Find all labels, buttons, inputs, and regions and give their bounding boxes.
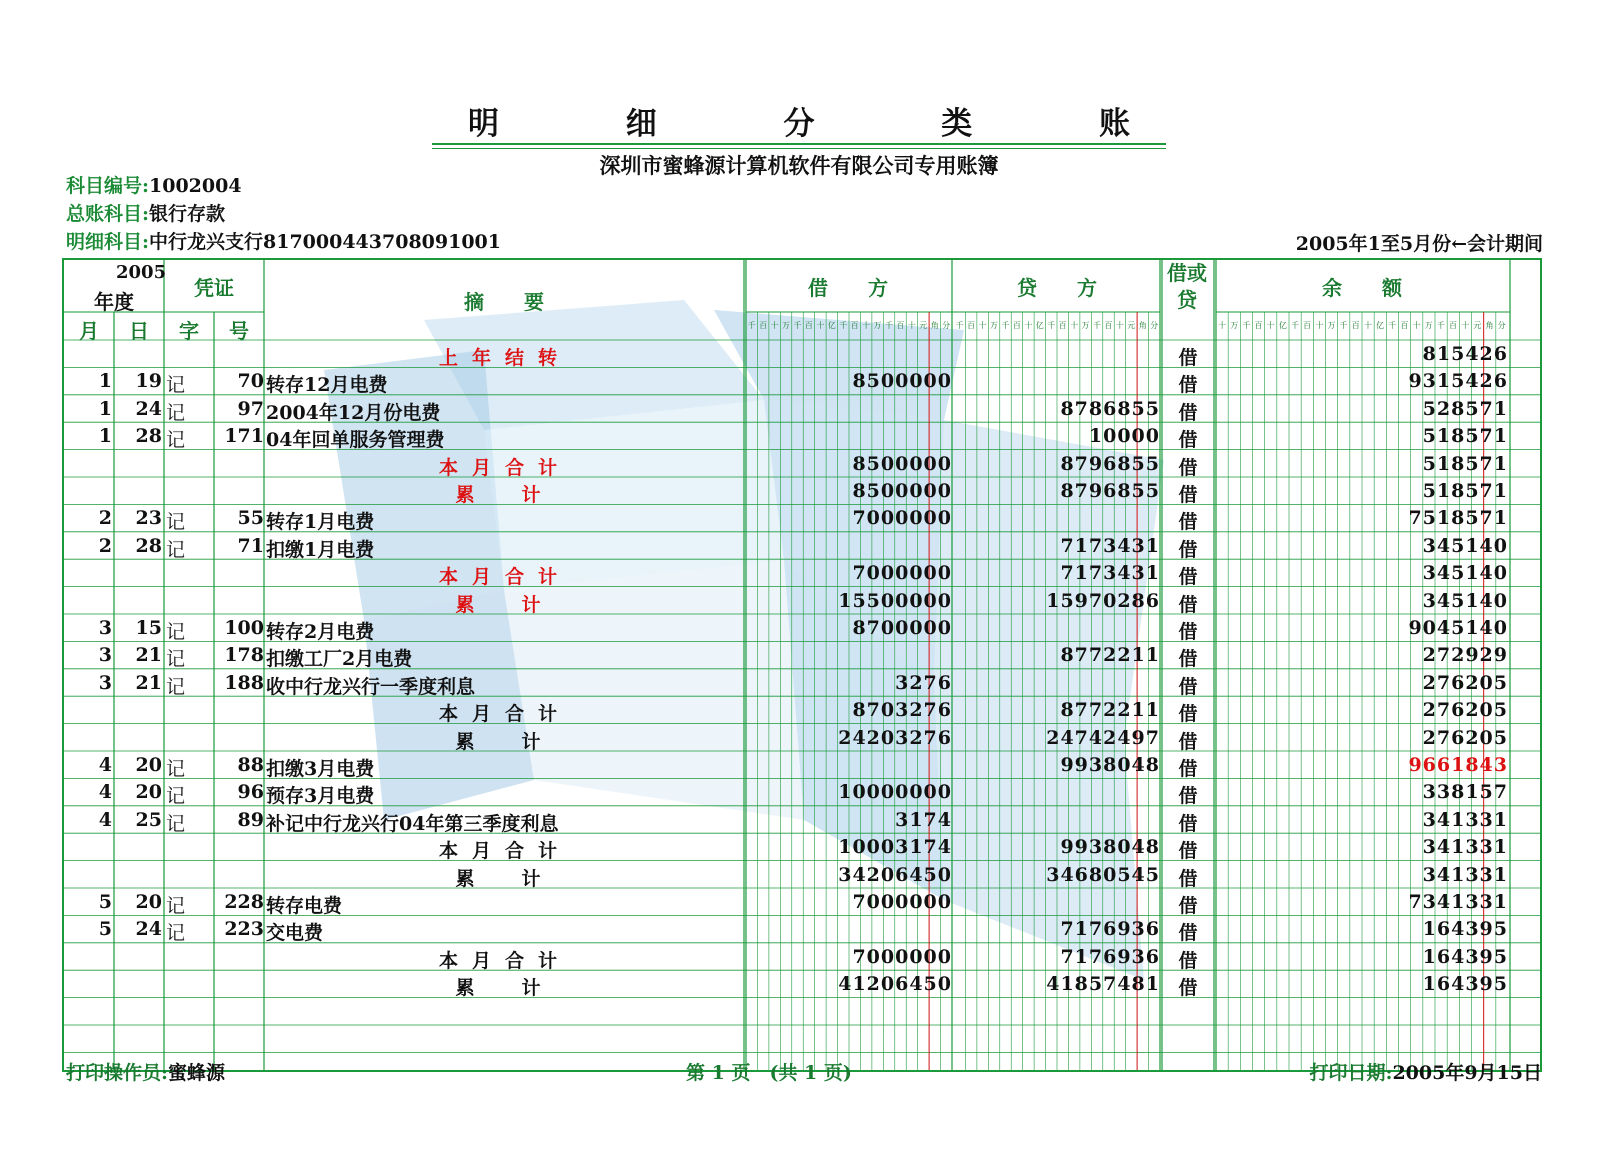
debit-header: 借 方 [808,276,888,300]
debit-unit-labels [746,320,952,338]
voucher-kind-cell: 记 [166,429,186,452]
day-cell: 25 [135,808,162,831]
unit-label: 分 [1497,321,1506,330]
table-row [64,943,1540,971]
table-row [64,450,1540,478]
debit-cell: 10003174 [838,836,952,859]
summary-cell: 转存电费 [266,895,343,917]
month-cell: 5 [98,918,112,941]
direction-cell: 借 [1178,538,1198,561]
table-row [64,915,1540,943]
unit-label: 千 [1047,321,1056,330]
debit-cell: 3276 [895,671,952,694]
table-row [64,422,1540,450]
unit-label: 百 [896,321,905,330]
debit-cell: 8700000 [852,617,952,639]
unit-label: 千 [1339,321,1348,330]
summary-cell: 收中行龙兴行一季度利息 [266,675,476,698]
month-cell: 5 [98,891,112,913]
unit-label: 百 [1058,321,1067,330]
ledger-subtitle: 深圳市蜜蜂源计算机软件有限公司专用账簿 [599,153,999,178]
credit-cell: 15970286 [1046,589,1160,612]
voucher-num-cell: 70 [237,370,264,393]
voucher-num-cell: 71 [237,534,264,557]
unit-label: 十 [1412,321,1421,330]
account-code [66,171,242,198]
month-cell: 1 [98,425,112,448]
credit-cell: 24742497 [1046,726,1160,749]
balance-cell: 518571 [1422,452,1508,475]
unit-label: 千 [747,321,756,330]
voucher-num-cell: 89 [237,808,264,831]
unit-label: 十 [1070,321,1079,330]
unit-label: 角 [930,321,939,330]
direction-cell: 借 [1178,758,1198,780]
unit-label: 百 [967,321,976,330]
unit-label: 十 [1218,321,1227,330]
day-cell: 20 [135,891,162,913]
voucher-num-cell: 228 [224,891,264,913]
month-cell: 2 [98,534,112,557]
day-cell: 21 [135,644,162,667]
voucher-kind-cell: 记 [166,401,186,424]
unit-label: 十 [770,321,779,330]
summary-cell: 转存12月电费 [266,374,388,397]
balance-cell: 9315426 [1408,370,1508,393]
credit-cell: 9938048 [1060,754,1160,776]
voucher-num-header: 号 [229,319,249,343]
direction-cell: 借 [1178,374,1198,397]
summary-cell: 转存1月电费 [266,511,375,534]
direction-cell: 借 [1178,401,1198,424]
unit-label: 百 [1104,321,1113,330]
credit-cell: 8796855 [1060,480,1160,502]
voucher-kind-cell: 记 [166,895,186,917]
detail-account [66,227,501,254]
voucher-num-cell: 97 [237,397,264,420]
unit-label: 十 [862,321,871,330]
balance-cell: 9045140 [1408,617,1508,639]
unit-label: 万 [1327,321,1336,330]
table-row [64,641,1540,669]
ledger-title [432,96,1166,144]
unit-label: 千 [1388,321,1397,330]
balance-cell: 345140 [1422,534,1508,557]
unit-label: 千 [1092,321,1101,330]
summary-cell: 本月合计 [438,949,571,972]
balance-cell: 345140 [1422,562,1508,585]
title-char: 细 [625,105,657,142]
voucher-num-cell: 171 [224,425,264,448]
balance-cell: 164395 [1422,918,1508,941]
summary-cell: 2004年12月份电费 [266,401,441,424]
debit-cell: 7000000 [852,945,952,968]
debit-cell: 7000000 [852,562,952,585]
month-cell: 4 [98,754,112,776]
year-label: 年度 [94,290,134,314]
title-char: 类 [941,105,973,142]
summary-cell: 累 计 [455,593,555,616]
unit-label: 元 [919,321,928,330]
table-row [64,970,1540,998]
balance-header: 余 额 [1322,276,1402,300]
voucher-kind-cell: 记 [166,538,186,561]
credit-cell: 7176936 [1060,945,1160,968]
voucher-num-cell: 223 [224,918,264,941]
unit-label: 亿 [1035,321,1044,330]
unit-label: 百 [1400,321,1409,330]
direction-cell: 借 [1178,730,1198,753]
summary-cell: 累 计 [455,867,555,890]
direction-cell: 借 [1178,922,1198,945]
summary-cell: 上年结转 [438,347,571,369]
table-row [64,833,1540,861]
voucher-kind-cell: 记 [166,648,186,671]
unit-label: 亿 [1278,321,1287,330]
voucher-kind-cell: 记 [166,758,186,780]
unit-label: 百 [1012,321,1021,330]
debit-cell: 24203276 [838,726,952,749]
debit-cell: 41206450 [838,973,952,996]
direction-cell: 借 [1178,456,1198,479]
balance-unit-labels [1216,320,1508,338]
detail-account-value: 中行龙兴支行817000443708091001 [149,231,501,253]
month-cell: 1 [98,370,112,393]
unit-label: 千 [1291,321,1300,330]
table-row [64,367,1540,395]
unit-label: 百 [1254,321,1263,330]
voucher-kind-header: 字 [179,319,199,343]
debit-cell: 7000000 [852,507,952,530]
summary-cell: 本月合计 [438,566,571,589]
voucher-kind-cell: 记 [166,511,186,534]
unit-label: 十 [1266,321,1275,330]
month-cell: 3 [98,671,112,694]
unit-label: 百 [1303,321,1312,330]
direction-cell: 借 [1178,703,1198,726]
summary-cell: 本月合计 [438,840,571,863]
summary-cell: 累 计 [455,484,555,506]
summary-cell: 交电费 [266,922,324,945]
balance-cell: 518571 [1422,480,1508,502]
unit-label: 十 [978,321,987,330]
unit-label: 万 [873,321,882,330]
credit-cell: 41857481 [1046,973,1160,996]
unit-label: 亿 [827,321,836,330]
summary-cell: 扣缴3月电费 [266,758,375,780]
direction-cell: 借 [1178,895,1198,917]
credit-cell: 10000 [1088,425,1160,448]
direction-cell: 借 [1178,429,1198,452]
unit-label: 千 [884,321,893,330]
direction-cell: 借 [1178,977,1198,1000]
print-operator-value: 蜜蜂源 [168,1062,226,1084]
balance-cell: 7518571 [1408,507,1508,530]
unit-label: 十 [907,321,916,330]
summary-cell: 扣缴1月电费 [266,538,375,561]
unit-label: 十 [1363,321,1372,330]
direction-cell: 借 [1178,347,1198,369]
debit-cell: 7000000 [852,891,952,913]
unit-label: 百 [850,321,859,330]
unit-label: 百 [1351,321,1360,330]
ledger-table [62,258,1542,1072]
table-row [64,696,1540,724]
credit-cell: 8772211 [1060,699,1160,722]
table-row [64,477,1540,505]
direction-cell: 借 [1178,566,1198,589]
balance-cell: 164395 [1422,945,1508,968]
unit-label: 十 [1315,321,1324,330]
title-rule [432,143,1166,145]
month-cell: 4 [98,781,112,804]
debit-cell: 15500000 [838,589,952,612]
direction-cell: 借 [1178,949,1198,972]
print-operator [66,1058,225,1085]
voucher-num-cell: 188 [224,671,264,694]
table-row [64,861,1540,889]
direction-cell: 借 [1178,648,1198,671]
accounting-period: 2005年1至5月份←会计期间 [1295,233,1543,255]
table-row [64,395,1540,423]
unit-label: 千 [1436,321,1445,330]
day-cell: 20 [135,781,162,804]
unit-label: 千 [839,321,848,330]
title-rule-thin [432,148,1166,149]
day-cell: 23 [135,507,162,530]
voucher-header: 凭证 [194,276,234,300]
balance-cell: 276205 [1422,671,1508,694]
credit-cell: 7176936 [1060,918,1160,941]
balance-cell: 528571 [1422,397,1508,420]
credit-unit-labels [954,320,1160,338]
unit-label: 万 [1230,321,1239,330]
voucher-kind-cell: 记 [166,374,186,397]
unit-label: 千 [955,321,964,330]
title-char: 账 [1099,105,1130,142]
direction-cell: 借 [1178,675,1198,698]
balance-cell: 164395 [1422,973,1508,996]
voucher-num-cell: 55 [237,507,264,530]
voucher-num-cell: 88 [237,754,264,776]
unit-label: 亿 [1376,321,1385,330]
general-account-label: 总账科目: [66,203,150,225]
day-header: 日 [129,319,149,343]
voucher-kind-cell: 记 [166,785,186,808]
voucher-num-cell: 178 [224,644,264,667]
balance-cell: 276205 [1422,699,1508,722]
unit-label: 千 [1001,321,1010,330]
unit-label: 百 [804,321,813,330]
credit-cell: 7173431 [1060,562,1160,585]
debit-cell: 8703276 [852,699,952,722]
month-cell: 3 [98,617,112,639]
credit-header: 贷 方 [1017,276,1097,300]
day-cell: 15 [135,617,162,639]
print-date-label: 打印日期: [1309,1062,1393,1084]
unit-label: 千 [1242,321,1251,330]
voucher-kind-cell: 记 [166,621,186,643]
voucher-num-cell: 96 [237,781,264,804]
unit-label: 万 [1081,321,1090,330]
direction-cell: 借 [1178,511,1198,534]
balance-cell: 341331 [1422,808,1508,831]
print-date-value: 2005年9月15日 [1392,1062,1542,1084]
direction-cell: 借 [1178,840,1198,863]
direction-cell: 借 [1178,621,1198,643]
unit-label: 百 [1449,321,1458,330]
day-cell: 24 [135,918,162,941]
unit-label: 角 [1138,321,1147,330]
month-cell: 1 [98,397,112,420]
voucher-kind-cell: 记 [166,922,186,945]
balance-cell: 9661843 [1408,754,1508,776]
unit-label: 十 [816,321,825,330]
summary-cell: 04年回单服务管理费 [266,429,445,452]
day-cell: 28 [135,534,162,557]
summary-cell: 转存2月电费 [266,621,375,643]
unit-label: 元 [1473,321,1482,330]
credit-cell: 9938048 [1060,836,1160,859]
summary-cell: 本月合计 [438,456,571,479]
credit-cell: 7173431 [1060,534,1160,557]
month-cell: 4 [98,808,112,831]
table-row [64,669,1540,697]
general-account [66,199,225,226]
unit-label: 分 [1150,321,1159,330]
credit-cell: 8772211 [1060,644,1160,667]
print-date [1309,1058,1542,1085]
unit-label: 元 [1127,321,1136,330]
unit-label: 百 [759,321,768,330]
direction-cell: 借 [1178,593,1198,616]
summary-cell: 预存3月电费 [266,785,375,808]
unit-label: 十 [1024,321,1033,330]
title-char: 分 [783,105,815,142]
unit-label: 万 [782,321,791,330]
direction-cell: 借 [1178,812,1198,835]
direction-cell: 借 [1178,785,1198,808]
unit-label: 万 [990,321,999,330]
unit-label: 十 [1115,321,1124,330]
debit-cell: 8500000 [852,370,952,393]
direction-cell: 借 [1178,484,1198,506]
account-code-value: 1002004 [149,175,242,197]
balance-cell: 345140 [1422,589,1508,612]
table-row [64,778,1540,806]
direction-cell: 借 [1178,867,1198,890]
year-value: 2005 [116,262,167,283]
debit-cell: 3174 [895,808,952,831]
balance-cell: 815426 [1422,343,1508,365]
credit-cell: 34680545 [1046,863,1160,886]
unit-label: 千 [793,321,802,330]
debit-cell: 10000000 [838,781,952,804]
day-cell: 20 [135,754,162,776]
table-row [64,504,1540,532]
general-account-value: 银行存款 [149,203,226,225]
table-row [64,340,1540,368]
balance-cell: 341331 [1422,836,1508,859]
credit-cell: 8796855 [1060,452,1160,475]
table-row [64,532,1540,560]
table-row [64,614,1540,642]
month-header: 月 [79,319,99,343]
summary-cell: 累 计 [455,977,555,1000]
balance-cell: 272929 [1422,644,1508,667]
table-row [64,724,1540,752]
unit-label: 分 [942,321,951,330]
balance-cell: 341331 [1422,863,1508,886]
debit-cell: 8500000 [852,452,952,475]
day-cell: 24 [135,397,162,420]
account-code-label: 科目编号: [66,175,150,197]
debit-cell: 34206450 [838,863,952,886]
print-operator-label: 打印操作员: [66,1062,169,1084]
summary-cell: 累 计 [455,730,555,753]
summary-cell: 扣缴工厂2月电费 [266,648,413,671]
unit-label: 万 [1424,321,1433,330]
balance-cell: 276205 [1422,726,1508,749]
balance-cell: 518571 [1422,425,1508,448]
credit-cell: 8786855 [1060,397,1160,420]
direction-header: 借或贷 [1167,261,1207,312]
day-cell: 21 [135,671,162,694]
summary-cell: 本月合计 [438,703,571,726]
month-cell: 2 [98,507,112,530]
table-row [64,751,1540,779]
summary-header: 摘 要 [464,290,544,314]
page-indicator: 第 1 页 (共 1 页) [686,1062,852,1084]
day-cell: 19 [135,370,162,393]
debit-cell: 8500000 [852,480,952,502]
table-row [64,806,1540,834]
title-char: 明 [468,105,499,142]
voucher-num-cell: 100 [224,617,264,639]
balance-cell: 7341331 [1408,891,1508,913]
unit-label: 角 [1485,321,1494,330]
unit-label: 十 [1461,321,1470,330]
table-row [64,888,1540,916]
voucher-kind-cell: 记 [166,675,186,698]
month-cell: 3 [98,644,112,667]
day-cell: 28 [135,425,162,448]
table-row [64,559,1540,587]
voucher-kind-cell: 记 [166,812,186,835]
summary-cell: 补记中行龙兴行04年第三季度利息 [266,812,559,835]
detail-account-label: 明细科目: [66,231,150,253]
balance-cell: 338157 [1422,781,1508,804]
table-row [64,587,1540,615]
